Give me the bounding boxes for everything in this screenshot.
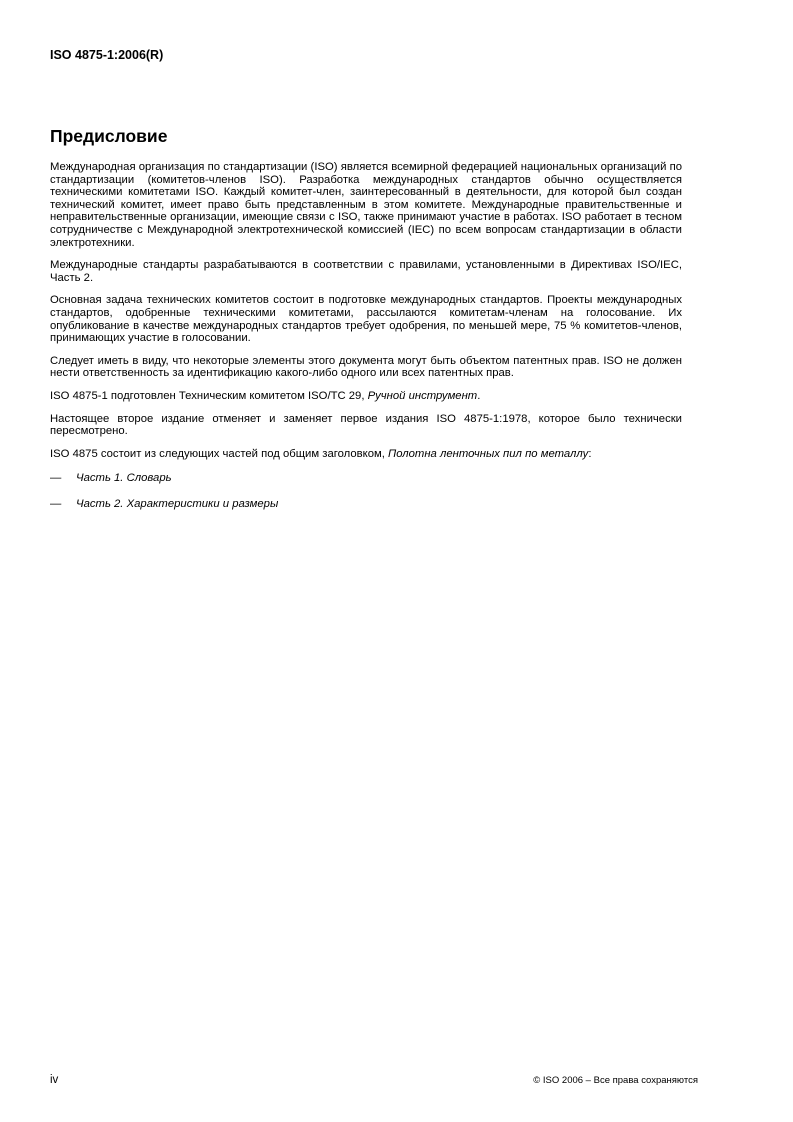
general-title: Полотна ленточных пил по металлу <box>388 447 589 460</box>
parts-end: : <box>588 447 592 460</box>
paragraph-edition: Настоящее второе издание отменяет и заменяет первое издания ISO 4875-1:1978, которое было технически пересмотрено. <box>50 412 682 438</box>
paragraph-prepared-by <box>50 390 682 403</box>
prepared-by-text: ISO 4875-1 подготовлен Техническим комитетом ISO/TC 29, <box>50 389 368 402</box>
paragraph-iso-intro: Международная организация по стандартизации (ISO) является всемирной федерацией национальных организаций по стандартизации (комитетов-членов ISO). Разработка международных стандартов обычно осуществляется техническими комитетами ISO. Каждый комитет-член, заинтересованный в деятельности, для которой был создан технический комитет, имеет право быть представленным в этом комитете. Международные правительственные и неправительственные организации, имеющие связи с ISO, также принимают участие в работах. ISO работает в тесном сотрудничестве с Международной электротехнической комиссией (IEC) по всем вопросам стандартизации в области электротехники. <box>50 161 682 249</box>
paragraph-patent-rights: Следует иметь в виду, что некоторые элементы этого документа могут быть объектом патентных прав. ISO не должен нести ответственность за идентификацию какого-либо одного или всех патентных прав. <box>50 354 682 380</box>
dash-bullet: — <box>50 472 62 485</box>
parts-text: ISO 4875 состоит из следующих частей под общим заголовком, <box>50 447 389 460</box>
prepared-by-end: . <box>477 389 481 402</box>
paragraph-committee-task: Основная задача технических комитетов состоит в подготовке международных стандартов. Проекты международных стандартов, одобренные техническими комитетами, рассылаются комитетам-членам на голосование. Их опубликование в качестве международных стандартов требует одобрения, по меньшей мере, 75 % комитетов-членов, принимающих участие в голосовании. <box>50 294 682 345</box>
page-number: iv <box>50 1074 59 1086</box>
list-item-label: Часть 1. Словарь <box>76 472 172 485</box>
dash-bullet: — <box>50 497 62 510</box>
list-item <box>50 472 682 485</box>
document-id-header: ISO 4875-1:2006(R) <box>50 48 164 62</box>
committee-name: Ручной инструмент <box>367 389 478 402</box>
foreword-body <box>50 161 682 523</box>
copyright-notice: © ISO 2006 – Все права сохраняются <box>533 1075 698 1086</box>
list-item-label: Часть 2. Характеристики и размеры <box>76 497 279 510</box>
paragraph-parts <box>50 448 682 461</box>
list-item <box>50 498 682 511</box>
page-title: Предисловие <box>50 126 168 146</box>
paragraph-directives: Международные стандарты разрабатываются в соответствии с правилами, установленными в Директивах ISO/IEC, Часть 2. <box>50 259 682 284</box>
